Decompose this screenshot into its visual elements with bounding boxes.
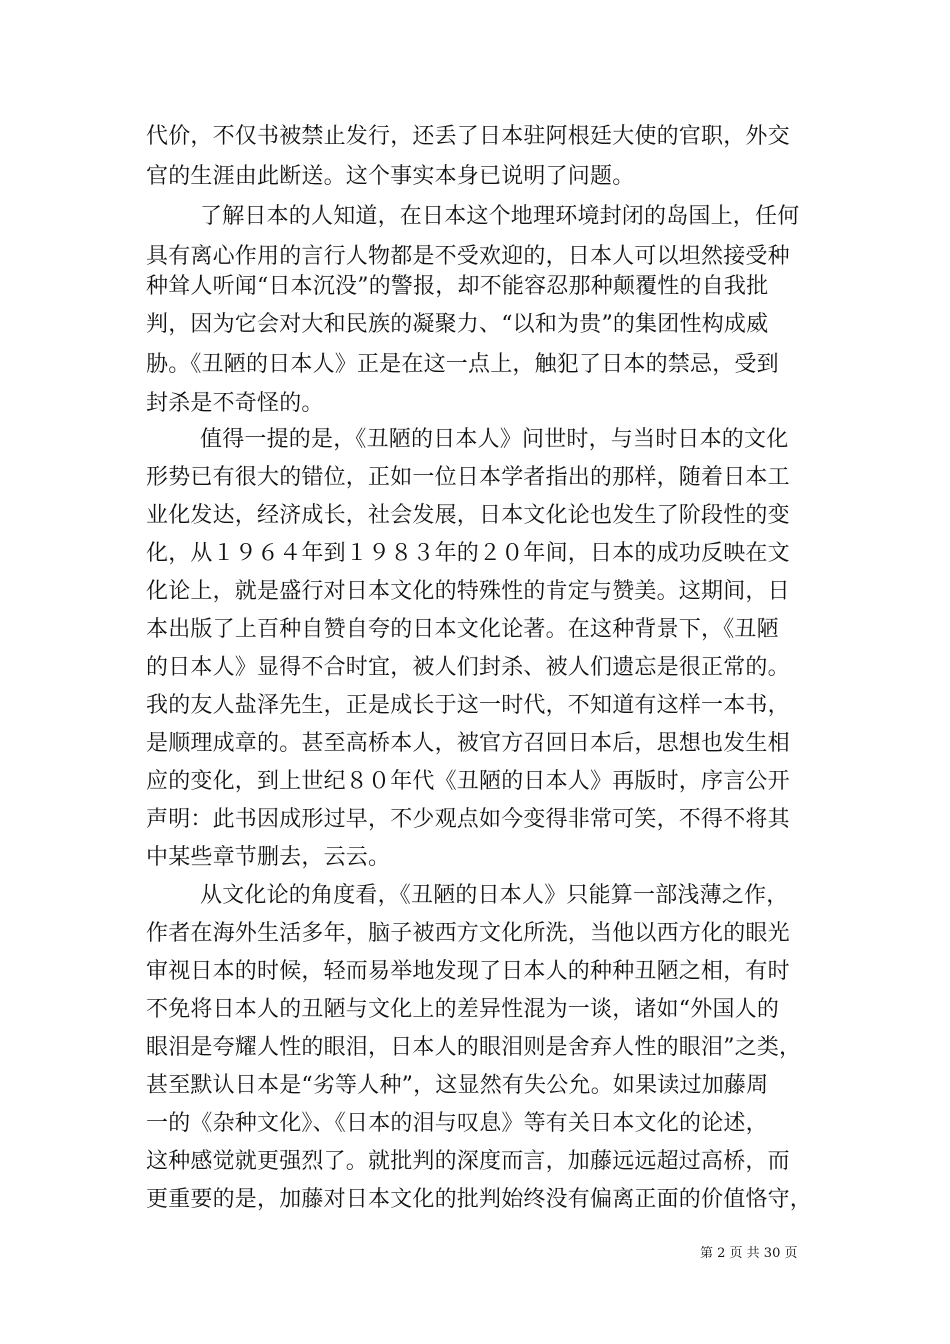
text-line: 我的友人盐泽先生，正是成长于这一时代，不知道有这样一本书，: [146, 693, 790, 718]
text-line: 不免将日本人的丑陋与文化上的差异性混为一谈，诸如“外国人的: [146, 997, 780, 1022]
text-line: 声明：此书因成形过早，不少观点如今变得非常可笑，不得不将其: [146, 807, 790, 832]
text-line: 形势已有很大的错位，正如一位日本学者指出的那样，随着日本工: [146, 465, 790, 490]
page-number-footer: 第 2 页 共 30 页: [700, 1246, 798, 1261]
text-line: 了解日本的人知道，在日本这个地理环境封闭的岛国上，任何: [200, 204, 800, 229]
text-line: 的日本人》显得不合时宜，被人们封杀、被人们遗忘是很正常的。: [146, 655, 790, 680]
text-line: 这种感觉就更强烈了。就批判的深度而言，加藤远远超过高桥，而: [146, 1149, 790, 1174]
text-line: 胁。《丑陋的日本人》正是在这一点上，触犯了日本的禁忌，受到: [146, 352, 779, 377]
text-line: 本出版了上百种自赞自夸的日本文化论著。在这种背景下，《丑陋: [146, 617, 779, 642]
text-line: 化，从１９６４年到１９８３年的２０年间，日本的成功反映在文: [146, 541, 790, 566]
text-line: 种耸人听闻“日本沉没”的警报，却不能容忍那种颠覆性的自我批: [146, 274, 769, 299]
text-line: 作者在海外生活多年，脑子被西方文化所洗，当他以西方化的眼光: [146, 921, 790, 946]
text-line: 具有离心作用的言行人物都是不受欢迎的，日本人可以坦然接受种: [146, 244, 790, 269]
text-line: 判，因为它会对大和民族的凝聚力、“以和为贵”的集团性构成威: [146, 312, 769, 337]
text-line: 是顺理成章的。甚至高桥本人，被官方召回日本后，思想也发生相: [146, 731, 790, 756]
text-line: 业化发达，经济成长，社会发展，日本文化论也发生了阶段性的变: [146, 503, 790, 528]
text-line: 封杀是不奇怪的。: [146, 391, 324, 416]
text-line: 代价，不仅书被禁止发行，还丢了日本驻阿根廷大使的官职，外交: [146, 124, 790, 149]
text-line: 官的生涯由此断送。这个事实本身已说明了问题。: [146, 164, 635, 189]
text-line: 中某些章节删去，云云。: [146, 845, 391, 870]
text-line: 化论上，就是盛行对日本文化的特殊性的肯定与赞美。这期间，日: [146, 579, 790, 604]
text-line: 眼泪是夸耀人性的眼泪，日本人的眼泪则是舍弃人性的眼泪”之类，: [146, 1035, 802, 1060]
text-line: 从文化论的角度看，《丑陋的日本人》只能算一部浅薄之作，: [200, 883, 789, 908]
text-line: 更重要的是，加藤对日本文化的批判始终没有偏离正面的价值恪守，: [146, 1187, 813, 1212]
text-line: 一的《杂种文化》、《日本的泪与叹息》等有关日本文化的论述，: [146, 1111, 768, 1136]
text-line: 审视日本的时候，轻而易举地发现了日本人的种种丑陋之相，有时: [146, 959, 790, 984]
text-line: 应的变化，到上世纪８０年代《丑陋的日本人》再版时，序言公开: [146, 769, 790, 794]
text-line: 甚至默认日本是“劣等人种”，这显然有失公允。如果读过加藤周: [146, 1073, 769, 1098]
text-line: 值得一提的是，《丑陋的日本人》问世时，与当时日本的文化: [200, 427, 789, 452]
